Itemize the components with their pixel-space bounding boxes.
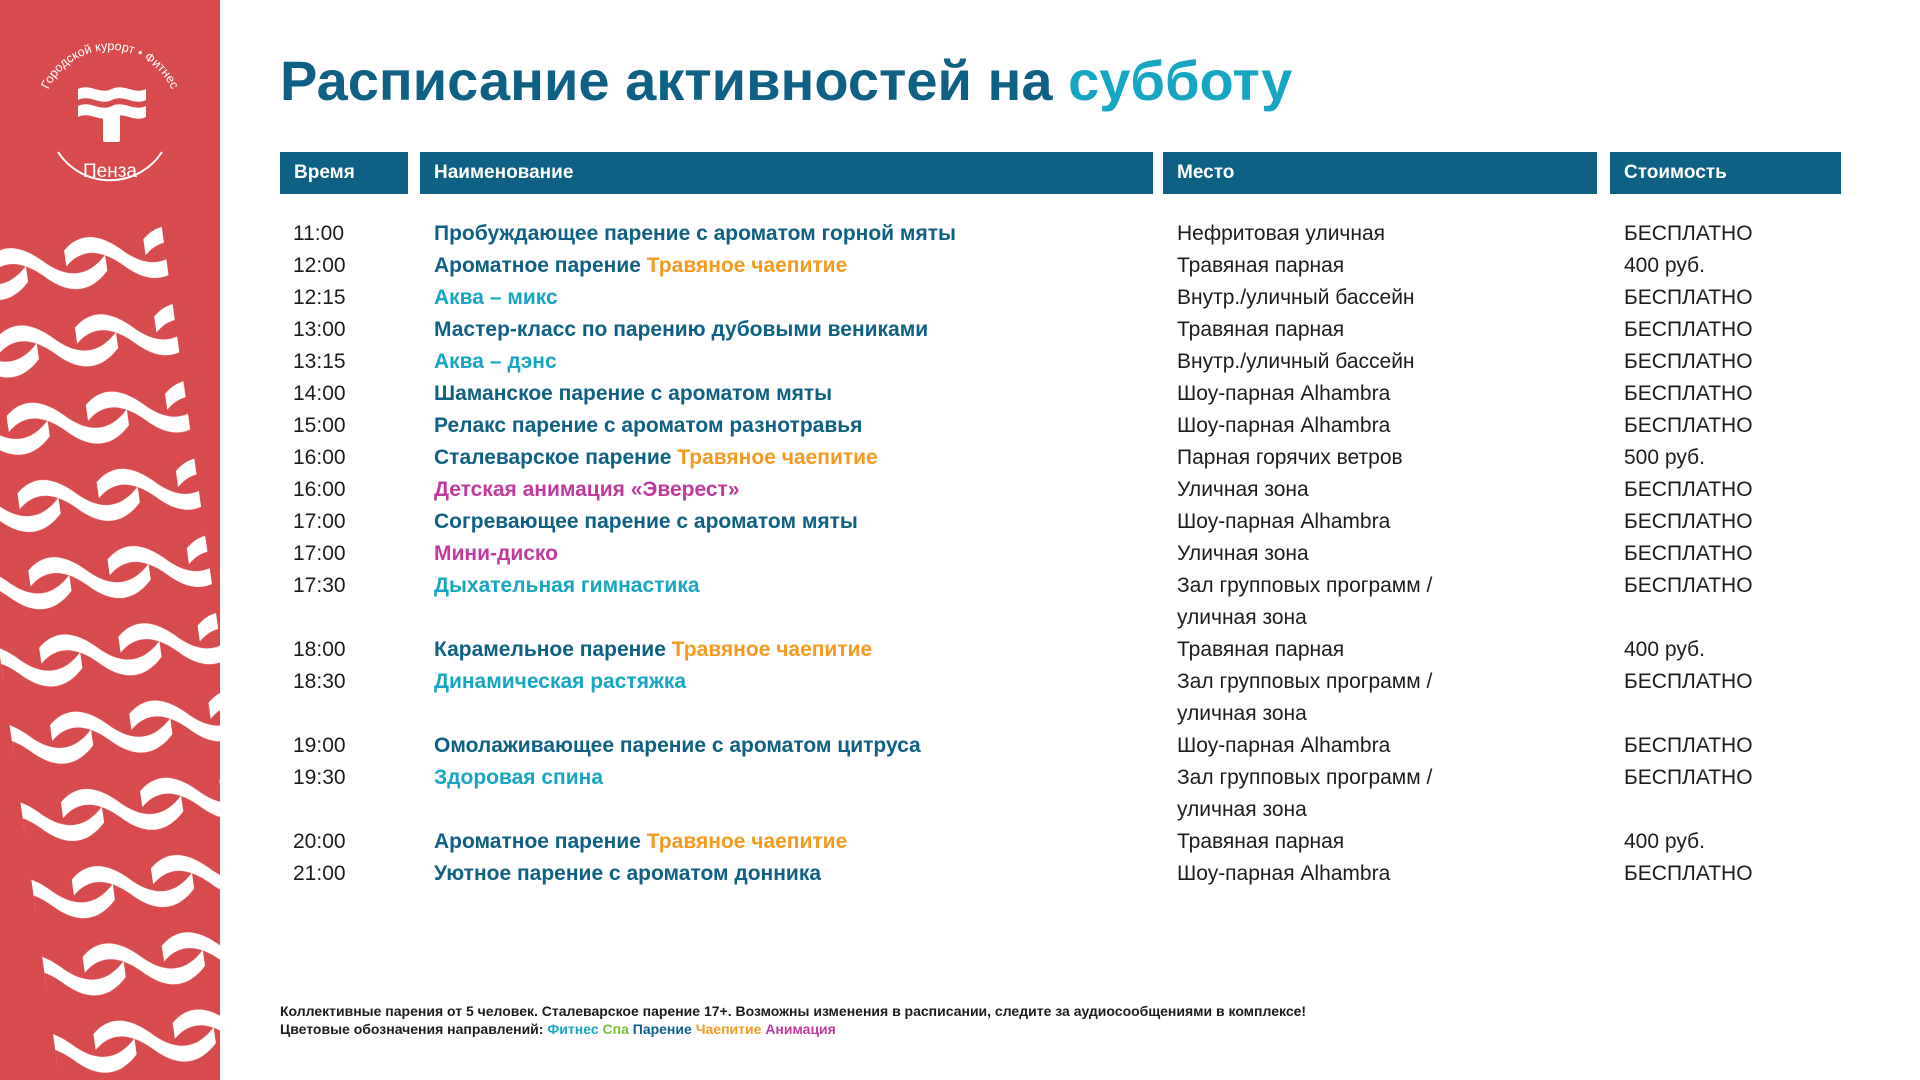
row-price: БЕСПЛАТНО <box>1624 766 1753 789</box>
row-activity <box>434 570 700 602</box>
activity-name: Ароматное парение <box>434 254 641 277</box>
footer-note: Коллективные парения от 5 человек. Сталеварское парение 17+. Возможны изменения в расписании, следите за аудиосообщениями в комплексе! <box>280 1003 1307 1019</box>
schedule-row <box>0 730 1920 762</box>
activity-name: Уютное парение с ароматом донника <box>434 862 822 885</box>
footer-legend <box>280 1020 1306 1038</box>
schedule-row <box>0 634 1920 666</box>
legend-label: Цветовые обозначения направлений: <box>280 1021 544 1037</box>
row-place: Травяная парная <box>1177 318 1345 341</box>
activity-name: Дыхательная гимнастика <box>434 574 700 597</box>
title-accent: субботу <box>1068 49 1293 112</box>
row-place: Шоу-парная Alhambra <box>1177 734 1391 757</box>
schedule-table <box>0 218 1920 890</box>
row-time: 15:00 <box>293 414 346 437</box>
schedule-row <box>0 218 1920 250</box>
activity-name: Ароматное парение <box>434 830 641 853</box>
row-place: Зал групповых программ / уличная зона <box>1177 670 1433 725</box>
row-price: БЕСПЛАТНО <box>1624 350 1753 373</box>
activity-name: Мини-диско <box>434 542 558 565</box>
header-time: Время <box>280 152 408 194</box>
row-place: Зал групповых программ / уличная зона <box>1177 574 1433 629</box>
row-place: Шоу-парная Alhambra <box>1177 862 1391 885</box>
schedule-row <box>0 410 1920 442</box>
row-price: БЕСПЛАТНО <box>1624 286 1753 309</box>
schedule-row <box>0 442 1920 474</box>
row-time: 17:30 <box>293 574 346 597</box>
tea-tag: Травяное чаепитие <box>671 638 873 661</box>
row-activity <box>434 666 686 698</box>
logo-mark-icon <box>78 87 146 142</box>
tea-tag: Травяное чаепитие <box>646 830 848 853</box>
row-place: Травяная парная <box>1177 638 1345 661</box>
activity-name: Здоровая спина <box>434 766 604 789</box>
row-place: Шоу-парная Alhambra <box>1177 510 1391 533</box>
row-time: 16:00 <box>293 478 346 501</box>
schedule-row <box>0 538 1920 570</box>
activity-name: Пробуждающее парение с ароматом горной мяты <box>434 222 956 245</box>
row-time: 11:00 <box>293 222 344 245</box>
row-activity <box>434 442 878 474</box>
row-time: 19:00 <box>293 734 346 757</box>
row-price: БЕСПЛАТНО <box>1624 478 1753 501</box>
row-activity <box>434 826 847 858</box>
row-activity <box>434 314 928 346</box>
row-activity <box>434 218 956 250</box>
row-price: БЕСПЛАТНО <box>1624 222 1753 245</box>
row-activity <box>434 730 921 762</box>
header-name: Наименование <box>420 152 1153 194</box>
tea-tag: Травяное чаепитие <box>677 446 878 469</box>
activity-name: Мастер-класс по парению дубовыми вениками <box>434 318 929 341</box>
row-time: 12:00 <box>293 254 346 277</box>
row-place: Шоу-парная Alhambra <box>1177 382 1391 405</box>
header-place: Место <box>1163 152 1597 194</box>
activity-name: Релакс парение с ароматом разнотравья <box>434 414 863 437</box>
row-activity <box>434 346 557 378</box>
schedule-row <box>0 858 1920 890</box>
row-time: 13:00 <box>293 318 346 341</box>
legend-items <box>547 1021 835 1037</box>
row-price: БЕСПЛАТНО <box>1624 414 1753 437</box>
row-place: Травяная парная <box>1177 830 1345 853</box>
row-place: Внутр./уличный бассейн <box>1177 286 1415 309</box>
footer-notes <box>280 1002 1306 1038</box>
activity-name: Омолаживающее парение с ароматом цитруса <box>434 734 921 757</box>
row-time: 20:00 <box>293 830 346 853</box>
row-activity <box>434 634 872 666</box>
row-place: Травяная парная <box>1177 254 1345 277</box>
row-place: Зал групповых программ / уличная зона <box>1177 766 1433 821</box>
logo-block <box>0 0 220 218</box>
row-price: БЕСПЛАТНО <box>1624 574 1753 597</box>
activity-name: Карамельное парение <box>434 638 666 661</box>
schedule-row <box>0 378 1920 410</box>
row-price: 500 руб. <box>1624 446 1705 469</box>
schedule-row <box>0 314 1920 346</box>
logo-ring-text: Городской курорт • Фитнес <box>38 38 182 92</box>
row-price: БЕСПЛАТНО <box>1624 734 1753 757</box>
row-time: 19:30 <box>293 766 346 789</box>
row-price: БЕСПЛАТНО <box>1624 862 1753 885</box>
row-activity <box>434 250 847 282</box>
schedule-row <box>0 282 1920 314</box>
row-activity <box>434 410 862 442</box>
schedule-row <box>0 666 1920 730</box>
row-place: Нефритовая уличная <box>1177 222 1386 245</box>
row-price: 400 руб. <box>1624 254 1705 277</box>
row-place: Уличная зона <box>1177 542 1309 565</box>
logo-city: Пенза <box>83 161 137 182</box>
schedule-row <box>0 762 1920 826</box>
brand-logo <box>0 0 220 218</box>
page-title <box>280 48 1292 113</box>
activity-name: Динамическая растяжка <box>434 670 687 693</box>
row-time: 18:30 <box>293 670 346 693</box>
row-time: 21:00 <box>293 862 346 885</box>
row-price: БЕСПЛАТНО <box>1624 318 1753 341</box>
activity-name: Согревающее парение с ароматом мяты <box>434 510 858 533</box>
row-activity <box>434 378 832 410</box>
row-activity <box>434 506 858 538</box>
legend-item: Фитнес <box>547 1021 599 1037</box>
legend-item: Чаепитие <box>695 1021 762 1037</box>
legend-item: Парение <box>632 1021 692 1037</box>
activity-name: Аква – микс <box>434 286 558 309</box>
schedule-row <box>0 346 1920 378</box>
row-place: Шоу-парная Alhambra <box>1177 414 1391 437</box>
row-place: Внутр./уличный бассейн <box>1177 350 1415 373</box>
row-price: 400 руб. <box>1624 638 1705 661</box>
row-activity <box>434 538 558 570</box>
schedule-row <box>0 826 1920 858</box>
tea-tag: Травяное чаепитие <box>646 254 848 277</box>
row-time: 17:00 <box>293 510 346 533</box>
title-main: Расписание активностей на <box>280 49 1053 112</box>
legend-item: Анимация <box>765 1021 836 1037</box>
legend-item: Спа <box>602 1021 629 1037</box>
schedule-row <box>0 506 1920 538</box>
row-time: 14:00 <box>293 382 346 405</box>
row-price: 400 руб. <box>1624 830 1705 853</box>
row-activity <box>434 282 558 314</box>
schedule-row <box>0 250 1920 282</box>
schedule-row <box>0 570 1920 634</box>
activity-name: Аква – дэнс <box>434 350 557 373</box>
header-price: Стоимость <box>1610 152 1841 194</box>
row-activity <box>434 858 821 890</box>
activity-name: Шаманское парение с ароматом мяты <box>434 382 833 405</box>
row-price: БЕСПЛАТНО <box>1624 510 1753 533</box>
row-time: 16:00 <box>293 446 346 469</box>
row-time: 17:00 <box>293 542 346 565</box>
row-activity <box>434 474 740 506</box>
activity-name: Детская анимация «Эверест» <box>434 478 740 501</box>
row-time: 13:15 <box>293 350 346 373</box>
row-time: 12:15 <box>293 286 346 309</box>
activity-name: Сталеварское парение <box>434 446 672 469</box>
row-activity <box>434 762 603 794</box>
row-time: 18:00 <box>293 638 346 661</box>
row-place: Парная горячих ветров <box>1177 446 1403 469</box>
row-price: БЕСПЛАТНО <box>1624 542 1753 565</box>
row-price: БЕСПЛАТНО <box>1624 670 1753 693</box>
row-place: Уличная зона <box>1177 478 1309 501</box>
schedule-row <box>0 474 1920 506</box>
row-price: БЕСПЛАТНО <box>1624 382 1753 405</box>
